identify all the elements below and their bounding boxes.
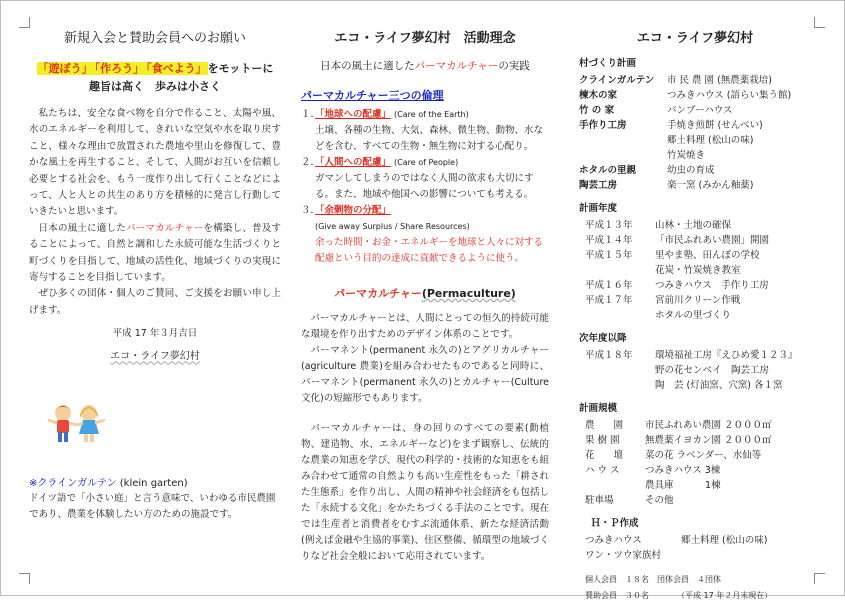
scale-row-value: 無農薬イヨカン園 ２０００㎡ [645, 435, 772, 446]
plan-year-row [585, 263, 811, 278]
hp-heading: Ｈ・Ｐ作成 [591, 518, 639, 529]
plan-year-row-value: つみきハウス 手作り工房 [655, 280, 769, 291]
facility-row [579, 148, 811, 163]
next-year-row [585, 363, 811, 378]
hp-list [579, 533, 811, 563]
ethic-3-num: ３． [301, 205, 321, 216]
ethic-2-title [301, 155, 549, 171]
crop-mark-top-right [814, 17, 825, 28]
middle-subtitle [301, 58, 549, 73]
right-column [579, 23, 811, 603]
facility-row [579, 133, 811, 148]
next-year-row-value: 野の花センベイ 陶芸工房 [655, 365, 770, 376]
left-title: 新規入会と賛助会員へのお願い [63, 31, 246, 46]
slogan-line-1 [29, 60, 281, 76]
plan-year-row [585, 218, 811, 233]
klein-garten-body: ドイツ語で「小さい庭」と言う意味で、いわゆる市民農園であり、農業を体験したい方のための施設です。 [29, 493, 276, 521]
middle-column [301, 23, 549, 565]
hp-row-value: 郷土料理 (松山の味) [681, 535, 768, 546]
plan-year-heading: 計画年度 [579, 203, 618, 214]
next-year-row [585, 348, 811, 363]
plan-year-row [585, 233, 811, 248]
facility-row-key: 竹 の 家 [579, 105, 615, 116]
plan-year-row [585, 293, 811, 308]
ethic-1-body: 土壌、各種の生物、大気、森林、微生物、動物、水などを含む、すべての生物・無生物に対する心配り。 [315, 125, 544, 152]
scale-row-value: その他 [645, 495, 674, 506]
facility-list [579, 73, 811, 193]
plan-year-row-key: 平成１５年 [585, 250, 633, 261]
ethic-2-label: 「人間への配慮」 [315, 157, 392, 168]
facility-row-value: 幼虫の育成 [667, 165, 715, 176]
plan-year-row [585, 308, 811, 323]
plan-year-row-key: 平成１３年 [585, 220, 633, 231]
ethic-2-num: ２． [301, 157, 321, 168]
hp-row [585, 548, 811, 563]
subtitle-post: の実践 [498, 60, 530, 72]
hp-row-key: ワン・ツウ家族村 [585, 550, 662, 561]
slogan-motto: をモットーに [207, 62, 274, 75]
supporter-count-line: 賛助会員 ３０名 （平成 17 年２月末現在） [585, 591, 773, 600]
scale-list [579, 418, 811, 508]
children-illustration [45, 402, 109, 444]
permaculture-heading-en: (Permaculture) [421, 287, 516, 300]
facility-row [579, 178, 811, 193]
intro-paragraph-1: 私たちは、安全な食べ物を自分で作ること、太陽や風、水のエネルギーを利用して、きれいな空気や水を取り戻すこと、様々な理由で放置された農地や里山を修復して、豊かな風土を再生すること、そして、人間がお互いを信頼し必要とする社会を、もう一度作り出して行くことなどによって、人と人との共生のあり方を積極的に発言し行動していきたいと思います。 [29, 108, 281, 218]
facility-row-key: ホタルの里親 [579, 165, 637, 176]
permaculture-para-1: パーマカルチャーとは、人間にとっての恒久的持続可能な環境を作り出すためのデザイン体系のことです。 [301, 313, 549, 340]
scale-row-key: 果 樹 園 [585, 435, 620, 446]
ethic-3-en [315, 219, 549, 235]
next-year-heading: 次年度以降 [579, 333, 627, 344]
permaculture-para-3: パーマカルチャーは、身の回りのすべての要素(動植物、建造物、水、エネルギーなど)をまず観察し、伝統的な農業の知恵を学び、現代の科学的・技術的な知恵をも組み合わせて通常の自然よりも高い生産性をもった「耕された生態系」を作り出し、人間の精神や社会経済をも包括した「永続する文化」をかたちづくる手法のことです。現在では生産者と消費者をむすぶ流通体系、新たな経済活動(例えば金融や生協的事業)、住区整備、循環型の地域づくりなど社会全般において応用されています。 [301, 423, 549, 562]
slogan-play: 「遊ぼう」 [37, 62, 93, 75]
left-column [29, 23, 281, 523]
crop-mark-bottom-right [814, 573, 825, 584]
scale-row-key: 駐車場 [585, 495, 614, 506]
ethics-heading: パーマカルチャー三つの倫理 [301, 89, 444, 102]
scale-row [585, 493, 811, 508]
permaculture-para-2: パーマネント(permanent 永久の)とアグリカルチャー(agriculture 農業)を組み合わせたものであると同時に、パーマネント(permanent 永久の)とカルチャー(Culture 文化)の短縮形でもあります。 [301, 345, 549, 404]
scale-row-value: 市民ふれあい農園 ２０００㎡ [645, 420, 772, 431]
scale-row [585, 478, 811, 493]
village-plan-heading: 村づくり計画 [579, 58, 637, 69]
middle-title: エコ・ライフ夢幻村 活動理念 [334, 31, 516, 46]
ethic-3-label: 「余剰物の分配」 [315, 205, 392, 216]
scale-row [585, 463, 811, 478]
ethic-3-en-text: (Give away Surplus / Share Resources) [315, 222, 470, 231]
next-year-row-key: 平成１８年 [585, 350, 633, 361]
member-count-line: 個人会員 １８名 団体会員 ４団体 [585, 575, 721, 584]
facility-row-key: 陶芸工房 [579, 180, 618, 191]
scale-row [585, 433, 811, 448]
hp-row [585, 533, 811, 548]
klein-garten-heading [29, 474, 281, 489]
subtitle-pre: 日本の風土に適した [320, 60, 415, 72]
facility-row-value: 市 民 農 園 (無農薬栽培) [667, 75, 772, 86]
ethic-3-body: 余った時間・お金・エネルギーを地球と人々に対する配慮という目的の達成に貢献できるように使う。 [315, 237, 544, 264]
crop-mark-bottom-left [19, 573, 30, 584]
facility-row-key: クラインガルテン [579, 75, 655, 86]
plan-year-row-key: 平成１４年 [585, 235, 633, 246]
facility-row-key: 楝木の家 [579, 90, 618, 101]
ethic-1-num: １． [301, 109, 321, 120]
facility-row [579, 73, 811, 88]
next-year-row-value: 環境福祉工房『えひめ愛１２３』 [655, 350, 798, 361]
ethic-3-title [301, 203, 549, 219]
scale-row-value: つみきハウス 3棟 [645, 465, 721, 476]
facility-row-value: 手焼き煎餅 (せんべい) [667, 120, 763, 131]
plan-year-row-value: 里やま塾、田んぼの学校 [655, 250, 760, 261]
right-title: エコ・ライフ夢幻村 [636, 31, 754, 46]
scale-row [585, 418, 811, 433]
spacer [301, 407, 549, 421]
ethic-2-body: ガマンしてしまうのではなく人間の欲求も大切にする。また、地域や他国への影響についても考える。 [315, 173, 534, 200]
spacer [579, 563, 811, 571]
scale-row-value: 農具庫 1棟 [645, 480, 721, 491]
facility-row [579, 103, 811, 118]
plan-year-row-value: ホタルの里づくり [655, 310, 732, 321]
plan-year-row [585, 278, 811, 293]
slogan-line-2: 趣旨は高く 歩みは小さく [89, 80, 221, 93]
ethic-2-en: (Care of People) [394, 158, 459, 167]
facility-row-value: バンブーハウス [667, 105, 733, 116]
slogan-eat: 「食べよう」 [146, 62, 207, 75]
facility-row-value: 楽一窯 (みかん釉薬) [667, 180, 754, 191]
scale-row-key: 花 壇 [585, 450, 624, 461]
para2-permaculture: パーマカルチャー [125, 222, 204, 234]
plan-year-row-value: 山林・土地の確保 [655, 220, 732, 231]
scale-row [585, 448, 811, 463]
ethic-1-label: 「地球への配慮」 [315, 109, 392, 120]
hp-row-key: つみきハウス [585, 535, 642, 546]
plan-year-row-key: 平成１６年 [585, 280, 633, 291]
date-line: 平成 17 年３月吉日 [112, 328, 198, 340]
facility-row-value: 竹炭焼き [667, 150, 706, 161]
facility-row-key: 手作り工房 [579, 120, 627, 131]
plan-year-row-key: 平成１７年 [585, 295, 633, 306]
plan-year-list [579, 218, 811, 323]
plan-year-row-value: 宮前川クリーン作戦 [655, 295, 741, 306]
scale-row-key: 農 園 [585, 420, 624, 431]
scale-row-value: 菜の花 ラベンダー、水仙等 [645, 450, 762, 461]
para2-pre: 日本の風土に適した [38, 222, 126, 234]
facility-row-value: 郷土料理 (松山の味) [667, 135, 754, 146]
permaculture-heading [301, 285, 549, 301]
facility-row [579, 118, 811, 133]
facility-row [579, 88, 811, 103]
plan-year-row-value: 「市民ふれあい農園」開園 [655, 235, 770, 246]
signature-name: エコ・ライフ夢幻村 [110, 351, 200, 363]
plan-year-row [585, 248, 811, 263]
subtitle-permaculture: パーマカルチャー [414, 60, 499, 72]
next-year-list [579, 348, 811, 393]
next-year-row-value: 陶 芸 (灯油窯、穴窯) 各１窯 [655, 380, 783, 391]
para2-post: を構築し、普及することによって、自然と調和した永続可能な生活づくりと町づくりを目指して、地域の活性化、地域づくりの実現に寄与することを目指しています。 [29, 222, 281, 284]
intro-paragraph-2 [29, 221, 281, 287]
permaculture-heading-jp: パーマカルチャー [334, 287, 422, 300]
scale-row-key: ハ ウ ス [585, 465, 620, 476]
klein-garten-english: (klein garten) [119, 478, 188, 490]
facility-row [579, 163, 811, 178]
ethic-1-title [301, 107, 549, 123]
klein-garten-title: ※クラインガルテン [29, 478, 117, 490]
slogan-make: 「作ろう」 [94, 62, 145, 75]
next-year-row [585, 378, 811, 393]
ethic-1-en: (Care of the Earth) [394, 110, 469, 119]
plan-year-row-value: 花炭・竹炭焼き教室 [655, 265, 741, 276]
intro-paragraph-3: ぜひ多くの団体・個人のご賛同、ご支援をお願い申し上げます。 [29, 288, 281, 316]
facility-row-value: つみきハウス (語らい集う館) [667, 90, 792, 101]
scale-heading: 計画規模 [579, 403, 618, 414]
